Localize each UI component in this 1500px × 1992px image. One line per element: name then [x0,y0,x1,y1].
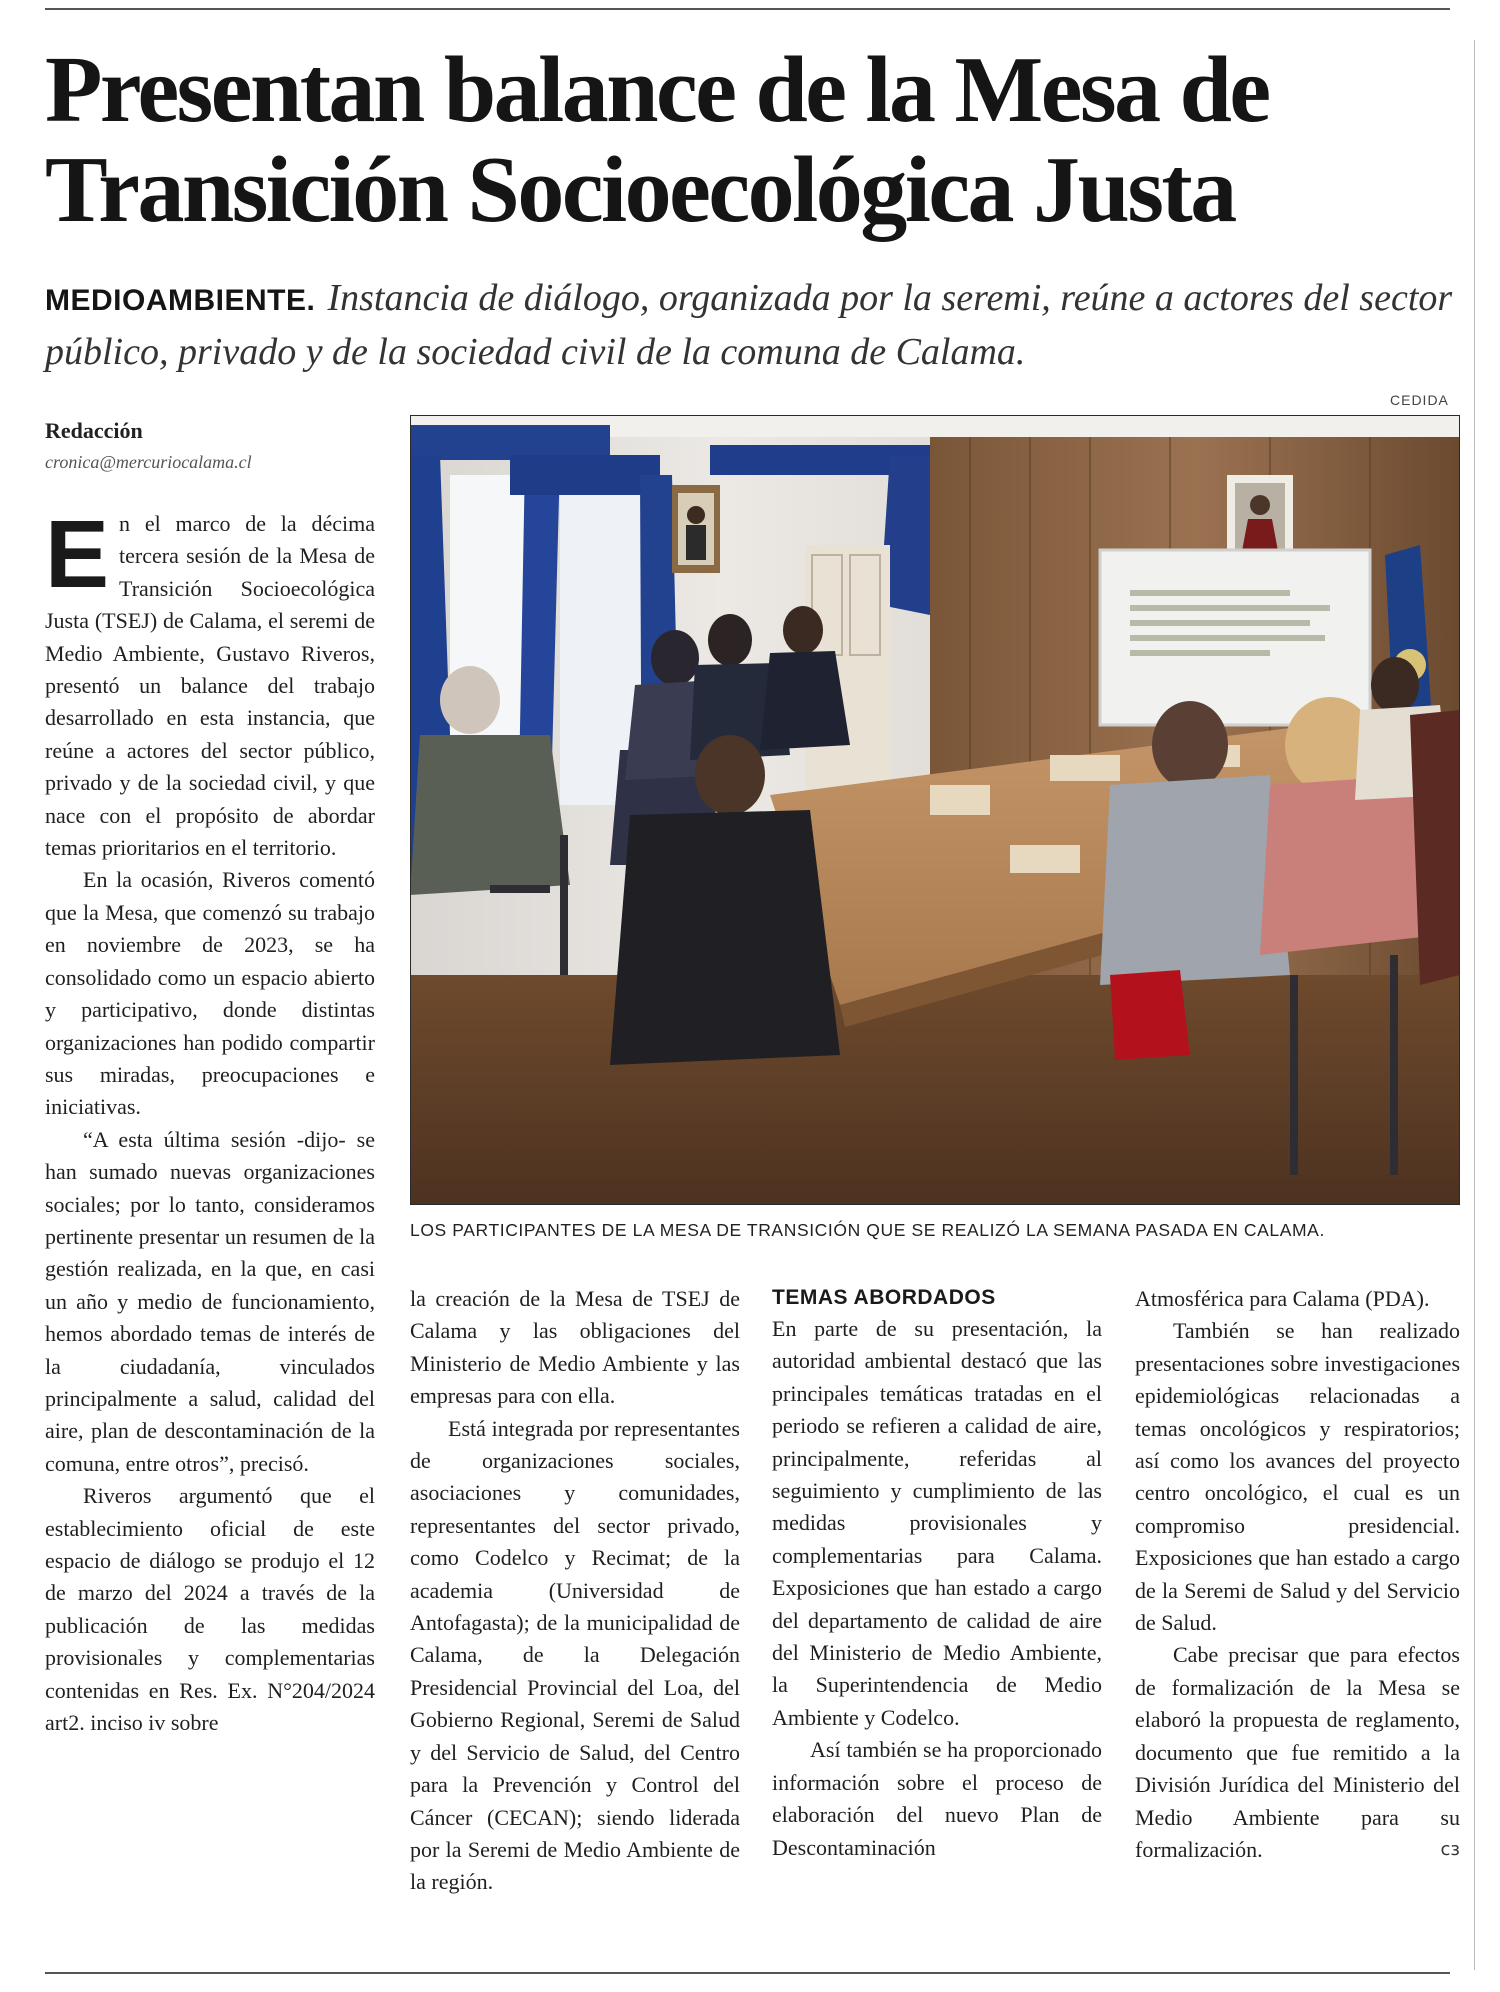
deck [45,272,1455,377]
body-column-3 [772,1283,1102,1864]
body-column-1 [45,501,375,1739]
end-mark-icon: cз [1440,1838,1460,1860]
paragraph: la creación de la Mesa de TSEJ de Calama y las obligaciones del Ministerio de Medio Ambiente y las empresas para con ella. [410,1286,740,1409]
paragraph: En parte de su presentación, la autoridad ambiental destacó que las principales temáticas tratadas en el periodo se refieren a calidad de aire, principalmente, referidas al seguimiento y cumplimiento de las medidas provisionales y complementarias para Calama. Exposiciones que han estado a cargo del departamento de calidad de aire del Ministerio de Medio Ambiente, la Superintendencia de Medio Ambiente y Codelco. [772,1316,1102,1730]
top-rule [45,8,1450,10]
body-column-2 [410,1283,740,1899]
paragraph: Así también se ha proporcionado información sobre el proceso de elaboración del nuevo Plan de Descontaminación [772,1737,1102,1860]
article-photo [410,415,1460,1205]
paragraph: Atmosférica para Calama (PDA). [1135,1286,1430,1311]
body-column-4 [1135,1283,1460,1866]
headline-line-1: Presentan balance de la Mesa de [45,38,1269,142]
photo-credit: CEDIDA [1390,392,1449,408]
drop-cap: E [45,501,110,608]
headline [45,40,1455,240]
paragraph: “A esta última sesión -dijo- se han sumado nuevas organizaciones sociales; por lo tanto, consideramos pertinente presentar un resumen de la gestión realizada, en la que, en casi un año y medio de funcionamiento, hemos abordado temas de interés de la ciudadanía, vinculados principalmente a salud, calidad del aire, plan de descontaminación de la comuna, entre otros”, precisó. [45,1126,375,1476]
photo-caption: LOS PARTICIPANTES DE LA MESA DE TRANSICIÓN QUE SE REALIZÓ LA SEMANA PASADA EN CALAMA. [410,1220,1325,1240]
column-rule [1474,40,1475,1970]
author-email: cronica@mercuriocalama.cl [45,452,252,472]
paragraph: Riveros argumentó que el establecimiento oficial de este espacio de diálogo se produjo el 12 de marzo del 2024 a través de la publicación de las medidas provisionales y complementarias contenidas en Res. Ex. N°204/2024 art2. inciso iv sobre [45,1483,375,1736]
author-name: Redacción [45,418,143,443]
bottom-rule [45,1972,1450,1974]
paragraph [45,501,375,864]
paragraph [1135,1639,1460,1866]
paragraph: En la ocasión, Riveros comentó que la Mesa, que comenzó su trabajo en noviembre de 2023, se ha consolidado como un espacio abierto y participativo, donde distintas organizaciones han podido compartir sus miradas, preocupaciones e iniciativas. [45,867,375,1120]
headline-line-2: Transición Socioecológica Justa [45,138,1235,242]
paragraph-text: n el marco de la décima tercera sesión de la Mesa de Transición Socioecológica Justa (TSEJ) de Calama, el seremi de Medio Ambiente, Gustavo Riveros, presentó un balance del trabajo desarrollado en esta instancia, que reúne a actores del sector público, privado y de la sociedad civil, y que nace con el propósito de abordar temas prioritarios en el territorio. [45,511,375,861]
section-kicker: MEDIOAMBIENTE. [45,284,316,317]
paragraph: Está integrada por representantes de organizaciones sociales, asociaciones y comunidades, representantes del sector privado, como Codelco y Recimat; de la academia (Universidad de Antofagasta); de la municipalidad de Calama, de la Delegación Presidencial Provincial del Loa, del Gobierno Regional, Seremi de Salud y del Servicio de Salud, del Centro para la Prevención y Control del Cáncer (CECAN); siendo liderada por la Seremi de Medio Ambiente de la región. [410,1415,740,1895]
paragraph-text: Cabe precisar que para efectos de formalización de la Mesa se elaboró la propuesta de reglamento, documento que fue remitido a la División Jurídica del Ministerio del Medio Ambiente para su formalización. [1135,1642,1460,1862]
section-subhead: TEMAS ABORDADOS [772,1286,996,1309]
lead-text: Instancia de diálogo, organizada por la seremi, reúne a actores del sector público, privado y de la sociedad civil de la comuna de Calama. [45,277,1453,373]
byline [45,418,385,473]
paragraph: También se han realizado presentaciones sobre investigaciones epidemiológicas relacionadas a temas oncológicos y respiratorios; así como los avances del proyecto centro oncológico, el cual es un compromiso presidencial. Exposiciones que han estado a cargo de la Seremi de Salud y del Servicio de Salud. [1135,1318,1460,1636]
